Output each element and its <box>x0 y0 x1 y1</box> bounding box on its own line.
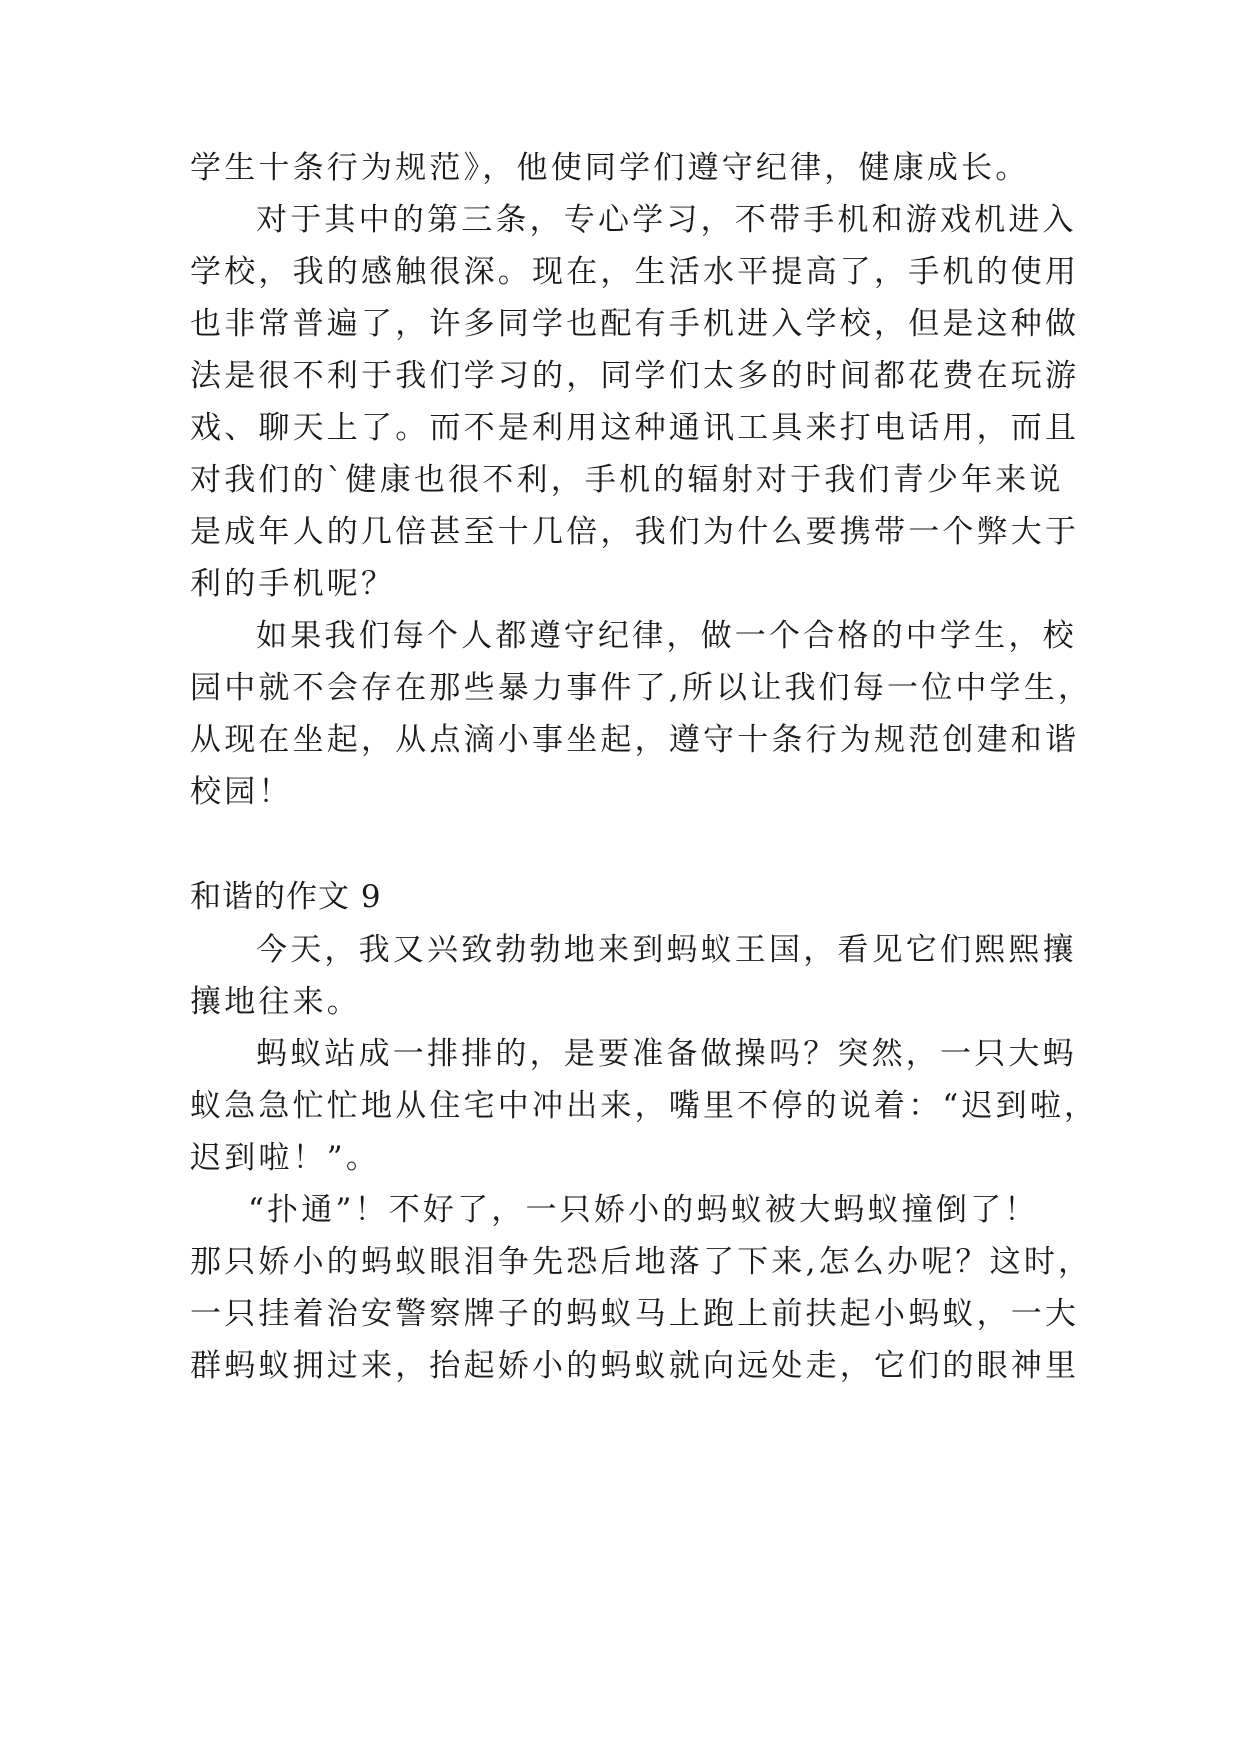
paragraph-line: 园中就不会存在那些暴力事件了,所以让我们每一位中学生， <box>190 670 1093 706</box>
paragraph-line: 群蚂蚁拥过来，抬起娇小的蚂蚁就向远处走，它们的眼神里 <box>190 1348 1080 1384</box>
paragraph-line: 一只挂着治安警察牌子的蚂蚁马上跑上前扶起小蚂蚁，一大 <box>190 1296 1080 1332</box>
paragraph-line: 蚂蚁站成一排排的，是要准备做操吗？突然，一只大蚂 <box>256 1036 1077 1072</box>
paragraph-line: 对于其中的第三条，专心学习，不带手机和游戏机进入 <box>256 202 1077 238</box>
paragraph-line: 利的手机呢？ <box>190 566 396 602</box>
paragraph-line: 戏、聊天上了。而不是利用这种通讯工具来打电话用，而且 <box>190 410 1080 446</box>
paragraph-line: “扑通”！不好了，一只娇小的蚂蚁被大蚂蚁撞倒了！ <box>248 1192 1039 1228</box>
paragraph-line: 学校，我的感触很深。现在，生活水平提高了，手机的使用 <box>190 254 1080 290</box>
paragraph-line: 攘地往来。 <box>190 984 361 1020</box>
paragraph-line: 蚁急急忙忙地从住宅中冲出来，嘴里不停的说着：“迟到啦， <box>190 1088 1099 1124</box>
paragraph-line: 从现在坐起，从点滴小事坐起，遵守十条行为规范创建和谐 <box>190 722 1080 758</box>
paragraph-line: 法是很不利于我们学习的，同学们太多的时间都花费在玩游 <box>190 358 1080 394</box>
section-heading: 和谐的作文 9 <box>190 879 382 915</box>
paragraph-line: 也非常普遍了，许多同学也配有手机进入学校，但是这种做 <box>190 306 1080 342</box>
paragraph-line: 今天，我又兴致勃勃地来到蚂蚁王国，看见它们熙熙攘 <box>256 932 1077 968</box>
paragraph-line: 对我们的`健康也很不利，手机的辐射对于我们青少年来说 <box>190 462 1064 498</box>
paragraph-line: 校园！ <box>190 774 293 810</box>
paragraph-line: 是成年人的几倍甚至十几倍，我们为什么要携带一个弊大于 <box>190 514 1080 550</box>
paragraph-line: 学生十条行为规范》，他使同学们遵守纪律，健康成长。 <box>190 150 1030 186</box>
paragraph-line: 那只娇小的蚂蚁眼泪争先恐后地落了下来,怎么办呢？这时， <box>190 1244 1093 1280</box>
paragraph-line: 如果我们每个人都遵守纪律，做一个合格的中学生，校 <box>256 618 1077 654</box>
paragraph-line: 迟到啦！”。 <box>190 1140 381 1176</box>
